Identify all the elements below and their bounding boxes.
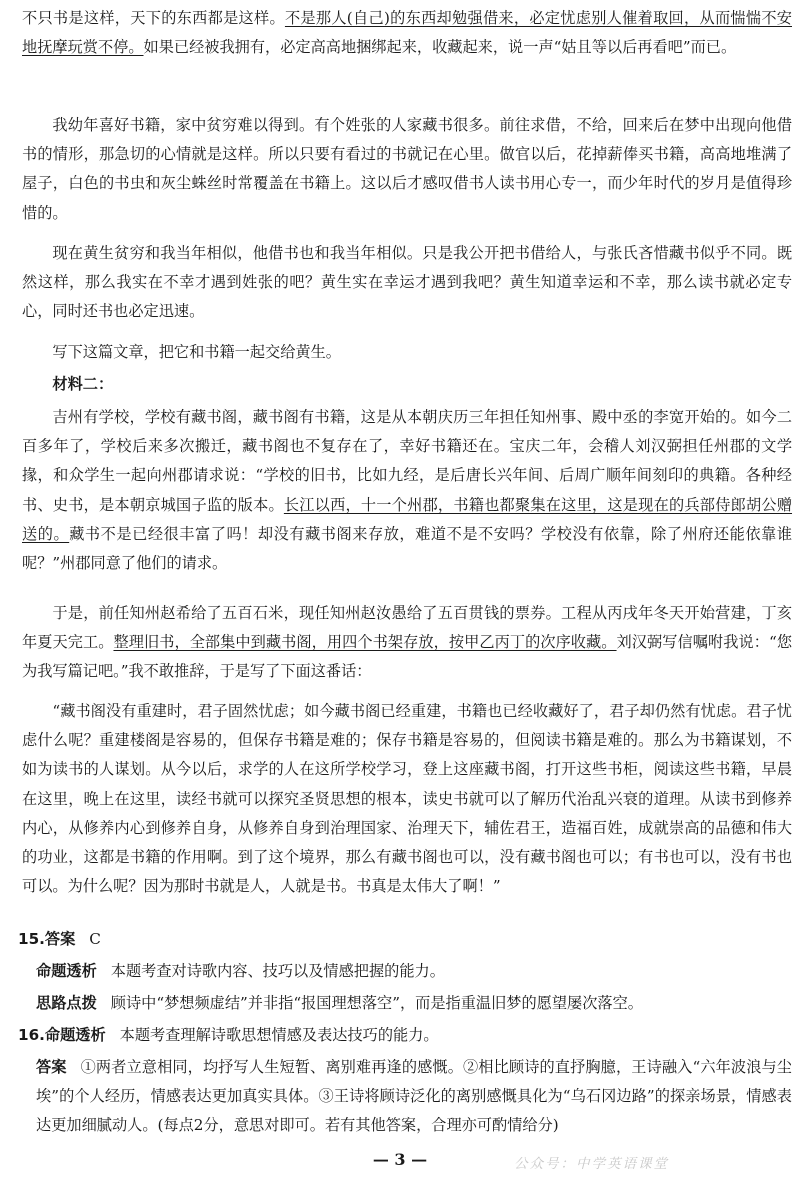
p5-underlined: 长江以西，十一个州郡，书籍也都聚集在这里，这是现在的兵部侍郎胡公赠送的。 [22, 495, 793, 543]
q15-hint [36, 989, 792, 1018]
p6-tail: 刘汉弼写信嘱咐我说：“您为我写篇记吧。”我不敢推辞，于是写了下面这番话： [22, 633, 793, 681]
p6-lead: 于是，前任知州赵希给了五百石米，现任知州赵汝愚给了五百贯钱的票券。工程从丙戌年冬天开始营建，丁亥年夏天完工。 [22, 604, 792, 652]
p1-tail: 如果已经被我拥有，必定高高地捆绑起来，收藏起来，说一声“姑且等以后再看吧”而已。 [143, 38, 737, 57]
paragraph-4: 写下这篇文章，把它和书籍一起交给黄生。 [52, 343, 341, 361]
paragraph-1 [22, 4, 792, 62]
q15-hint-text: 顾诗中“梦想频虚结”并非指“报国理想落空”，而是指重温旧梦的愿望屡次落空。 [110, 994, 643, 1012]
p1-lead: 不只书是这样，天下的东西都是这样。 [22, 9, 285, 27]
page-number: — 3 — [372, 1150, 428, 1169]
paragraph-2: 我幼年喜好书籍，家中贫穷难以得到。有个姓张的人家藏书很多。前往求借，不给，回来后在梦中出现向他借书的情形，那急切的心情就是这样。所以只要有看过的书就记在心里。做官以后，花掉薪俸买书籍，高高地堆满了屋子，白色的书虫和灰尘蛛丝时常覆盖在书籍上。这以后才感叹借书人读书用心专一，而少年时代的岁月是值得珍惜的。 [22, 116, 792, 222]
paragraph-6 [22, 599, 792, 687]
q16-answer-label: 答案 [36, 1058, 67, 1076]
watermark: 公众号：中学英语课堂 [514, 1156, 669, 1172]
p5-lead: 吉州有学校，学校有藏书阁，藏书阁有书籍，这是从本朝庆历三年担任知州事、殿中丞的李宽开始的。如今二百多年了，学校后来多次搬迁，藏书阁也不复存在了，幸好书籍还在。宝庆二年，会稽人刘汉弼担任州郡的文学掾，和众学生一起向州郡请求说：“学校的旧书，比如九经，是后唐长兴年间、后周广顺年间刻印的典籍。各种经书、史书，是本朝京城国子监的版本。 [22, 408, 792, 514]
q15-answer-value: C [89, 930, 101, 948]
q15-hint-label: 思路点拨 [36, 994, 97, 1012]
q15-number: 15. [18, 930, 45, 948]
q16-answer [36, 1053, 792, 1141]
paragraph-7: “藏书阁没有重建时，君子固然忧虑；如今藏书阁已经重建，书籍也已经收藏好了，君子却仍然有忧虑。君子忧虑什么呢？重建楼阁是容易的，但保存书籍是难的；保存书籍是容易的，但阅读书籍是难的。那么为书籍谋划，不如为读书的人谋划。从今以后，求学的人在这所学校学习，登上这座藏书阁，打开这些书柜，阅读这些书籍，早晨在这里，晚上在这里，读经书就可以探究圣贤思想的根本，读史书就可以了解历代治乱兴衰的道理。从读书到修养内心，从修养内心到修养自身，从修养自身到治理国家、治理天下，辅佐君王，造福百姓，成就崇高的品德和伟大的功业，这都是书籍的作用啊。到了这个境界，那么有藏书阁也可以，没有藏书阁也可以；有书也可以，没有书也可以。为什么呢？因为那时书就是人，人就是书。书真是太伟大了啊！” [22, 702, 792, 896]
q16-analysis-label: 命题透析 [44, 1026, 106, 1044]
q15-analysis-text: 本题考查对诗歌内容、技巧以及情感把握的能力。 [110, 962, 445, 980]
q16-answer-text: ①两者立意相同，均抒写人生短暂、离别难再逢的感慨。②相比顾诗的直抒胸臆，王诗融入“六年波浪与尘埃”的个人经历，情感表达更加真实具体。③王诗将顾诗泛化的离别感慨具化为“乌石冈边路”的探亲场景，情感表达更加细腻动人。(每点2分，意思对即可。若有其他答案，合理亦可酌情给分) [36, 1058, 792, 1135]
p1-underlined: 不是那人(自己)的东西却勉强借来，必定忧虑别人催着取回，从而惴惴不安地抚摩玩赏不停。 [22, 9, 792, 57]
paragraph-5 [22, 403, 792, 578]
q15-answer-label: 答案 [44, 930, 76, 948]
section-heading: 材料二： [52, 375, 114, 393]
q16-number: 16. [18, 1026, 45, 1044]
q16-analysis [18, 1021, 788, 1050]
p6-underlined: 整理旧书，全部集中到藏书阁，用四个书架存放，按甲乙丙丁的次序收藏。 [113, 633, 617, 652]
q15-answer-line [18, 925, 788, 954]
paragraph-3: 现在黄生贫穷和我当年相似，他借书也和我当年相似。只是我公开把书借给人，与张氏吝惜藏书似乎不同。既然这样，那么我实在不幸才遇到姓张的吧？黄生实在幸运才遇到我吧？黄生知道幸运和不幸，那么读书就必定专心，同时还书也必定迅速。 [22, 244, 792, 321]
q16-analysis-text: 本题考查理解诗歌思想情感及表达技巧的能力。 [119, 1026, 439, 1044]
p5-tail: 藏书不是已经很丰富了吗！却没有藏书阁来存放，难道不是不安吗？学校没有依靠，除了州府还能依靠谁呢？”州郡同意了他们的请求。 [22, 524, 793, 573]
q15-analysis [36, 957, 792, 986]
q15-analysis-label: 命题透析 [36, 962, 97, 980]
